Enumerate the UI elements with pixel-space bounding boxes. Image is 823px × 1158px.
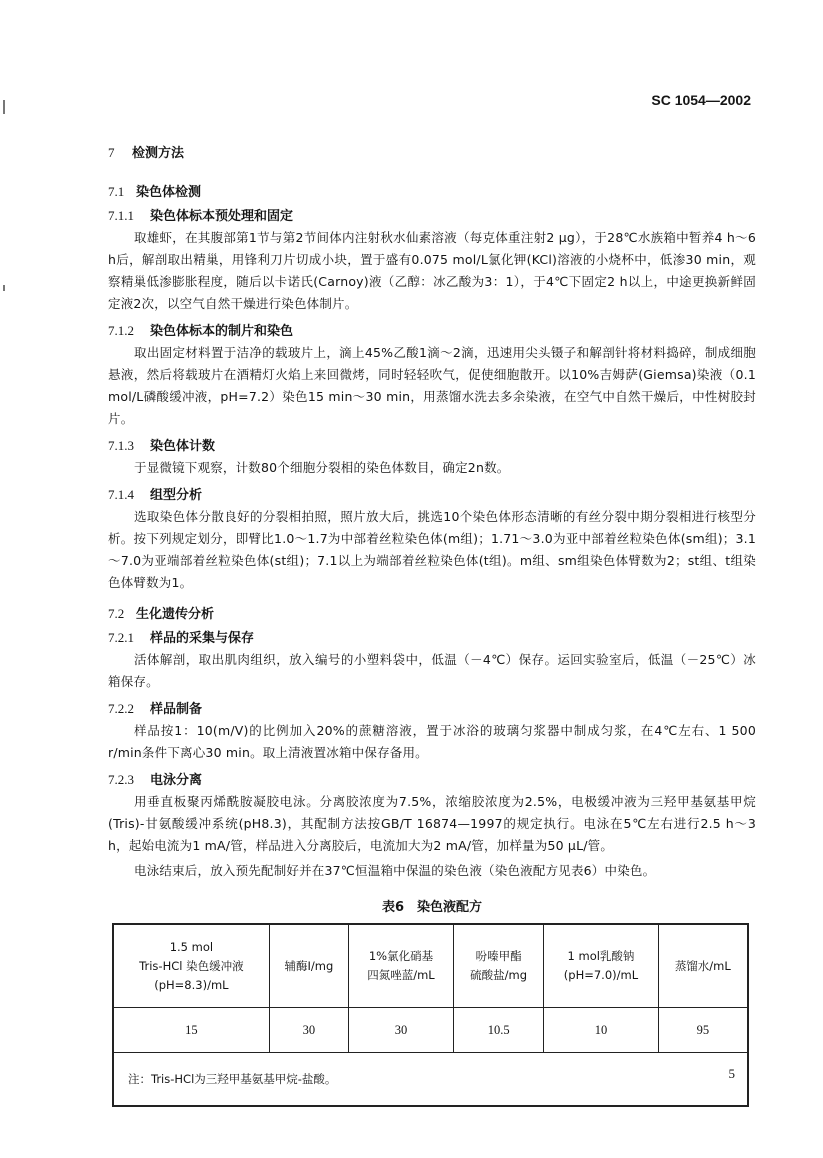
scan-edge-mark [3, 285, 5, 291]
section-number: 7.1.4 [108, 487, 134, 502]
clause-heading [108, 698, 756, 717]
section-title: 生化遗传分析 [136, 607, 215, 622]
section-title: 染色体计数 [150, 439, 216, 454]
table-cell: 95 [658, 1008, 748, 1053]
section-title: 样品的采集与保存 [150, 631, 255, 646]
table-cell: 15 [113, 1008, 269, 1053]
table-cell: 30 [349, 1008, 454, 1053]
clause-heading [108, 205, 756, 224]
header-line: 四氮唑蓝/mL [367, 968, 435, 982]
table-header-cell [349, 924, 454, 1008]
clause-heading [108, 435, 756, 454]
paragraph: 用垂直板聚丙烯酰胺凝胶电泳。分离胶浓度为7.5%，浓缩胶浓度为2.5%，电极缓冲液为三羟甲基氨基甲烷(Tris)-甘氨酸缓冲系统(pH8.3)，其配制方法按GB/T 16874—1997的规定执行。电泳在5℃左右进行2.5 h～3 h，起始电流为1 mA/管，样品进入分离胶后，电流加大为2 mA/管，加样量为50 μL/管。 [108, 794, 756, 853]
stain-recipe-table [112, 923, 749, 1107]
header-line: 1.5 mol [169, 939, 214, 954]
scan-edge-mark [3, 100, 5, 114]
header-line: Tris-HCl 染色缓冲液 [139, 958, 244, 973]
section-number: 7.1.2 [108, 323, 134, 338]
header-line: 蒸馏水/mL [674, 958, 731, 973]
header-line: 吩嗪甲酯 [475, 949, 522, 963]
clause-heading [108, 484, 756, 503]
header-line: 1 mol乳酸钠 [567, 949, 635, 963]
table-note-row [113, 1053, 748, 1107]
clause-heading [108, 627, 756, 646]
table-header-cell [658, 924, 748, 1008]
section-title: 样品制备 [150, 702, 203, 717]
table-header-cell [269, 924, 348, 1008]
paragraph: 选取染色体分散良好的分裂相拍照，照片放大后，挑选10个染色体形态清晰的有丝分裂中期分裂相进行核型分析。按下列规定划分，即臂比1.0～1.7为中部着丝粒染色体(m组)；1.71～3.0为亚中部着丝粒染色体(sm组)；3.1～7.0为亚端部着丝粒染色体(st组)；7.1以上为端部着丝粒染色体(t组)。m组、sm组染色体臂数为2；st组、t组染色体臂数为1。 [108, 509, 756, 590]
paragraph: 取出固定材料置于洁净的载玻片上，滴上45%乙酸1滴～2滴，迅速用尖头镊子和解剖针将材料捣碎，制成细胞悬液，然后将载玻片在酒精灯火焰上来回微烤，同时轻轻吹气，促使细胞散开。以10%吉姆萨(Giemsa)染液（0.1 mol/L磷酸缓冲液，pH=7.2）染色15 min～30 min，用蒸馏水洗去多余染液，在空气中自然干燥后，中性树胶封片。 [108, 345, 756, 426]
section-number: 7.1.1 [108, 208, 134, 223]
header-line: 硫酸盐/mg [470, 968, 528, 982]
standard-code: SC 1054—2002 [651, 92, 751, 108]
section-title: 组型分析 [150, 488, 203, 503]
section-title: 染色体检测 [136, 185, 202, 200]
table-cell: 10.5 [453, 1008, 543, 1053]
section-title: 染色体标本的制片和染色 [150, 324, 294, 339]
table-header-cell [453, 924, 543, 1008]
table-note: 注：Tris-HCl为三羟甲基氨基甲烷-盐酸。 [113, 1053, 748, 1107]
header-line: (pH=7.0)/mL [563, 968, 639, 982]
paragraph: 电泳结束后，放入预先配制好并在37℃恒温箱中保温的染色液（染色液配方见表6）中染色。 [134, 863, 656, 878]
table-row [113, 1008, 748, 1053]
section-title: 检测方法 [132, 146, 185, 161]
table-cell: 30 [269, 1008, 348, 1053]
subsection-heading [108, 181, 756, 200]
table-caption: 表6 染色液配方 [381, 900, 483, 915]
section-number: 7.1 [108, 184, 125, 199]
clause-heading [108, 320, 756, 339]
table-header-cell [544, 924, 658, 1008]
section-heading [108, 142, 756, 161]
table-cell: 10 [544, 1008, 658, 1053]
section-number: 7.2 [108, 606, 125, 621]
subsection-heading [108, 603, 756, 622]
section-number: 7.1.3 [108, 438, 134, 453]
section-number: 7.2.3 [108, 772, 134, 787]
section-number: 7 [108, 145, 115, 160]
document-body [108, 136, 756, 1107]
paragraph: 样品按1：10(m/V)的比例加入20%的蔗糖溶液，置于冰浴的玻璃匀浆器中制成匀浆，在4℃左右、1 500 r/min条件下离心30 min。取上清液置冰箱中保存备用。 [108, 723, 756, 760]
page-number: 5 [728, 1066, 735, 1081]
header-line: 辅酶Ⅰ/mg [284, 958, 334, 973]
header-line: 1%氯化硝基 [368, 949, 434, 963]
table-header-cell [113, 924, 269, 1008]
section-number: 7.2.1 [108, 630, 134, 645]
paragraph: 取雄虾，在其腹部第1节与第2节间体内注射秋水仙素溶液（每克体重注射2 μg），于28℃水族箱中暂养4 h～6 h后，解剖取出精巢，用锋利刀片切成小块，置于盛有0.075 mol/L氯化钾(KCl)溶液的小烧杯中，低渗30 min，观察精巢低渗膨胀程度，随后以卡诺氏(Carnoy)液（乙醇：冰乙酸为3：1），于4℃下固定2 h以上，中途更换新鲜固定液2次，以空气自然干燥进行染色体制片。 [108, 230, 756, 311]
section-number: 7.2.2 [108, 701, 134, 716]
header-line: (pH=8.3)/mL [154, 977, 229, 992]
section-title: 电泳分离 [150, 773, 203, 788]
table-header-row [113, 924, 748, 1008]
clause-heading [108, 769, 756, 788]
paragraph: 于显微镜下观察，计数80个细胞分裂相的染色体数目，确定2n数。 [134, 460, 510, 475]
paragraph: 活体解剖，取出肌肉组织，放入编号的小塑料袋中，低温（－4℃）保存。运回实验室后，低温（－25℃）冰箱保存。 [108, 652, 756, 689]
section-title: 染色体标本预处理和固定 [150, 209, 294, 224]
